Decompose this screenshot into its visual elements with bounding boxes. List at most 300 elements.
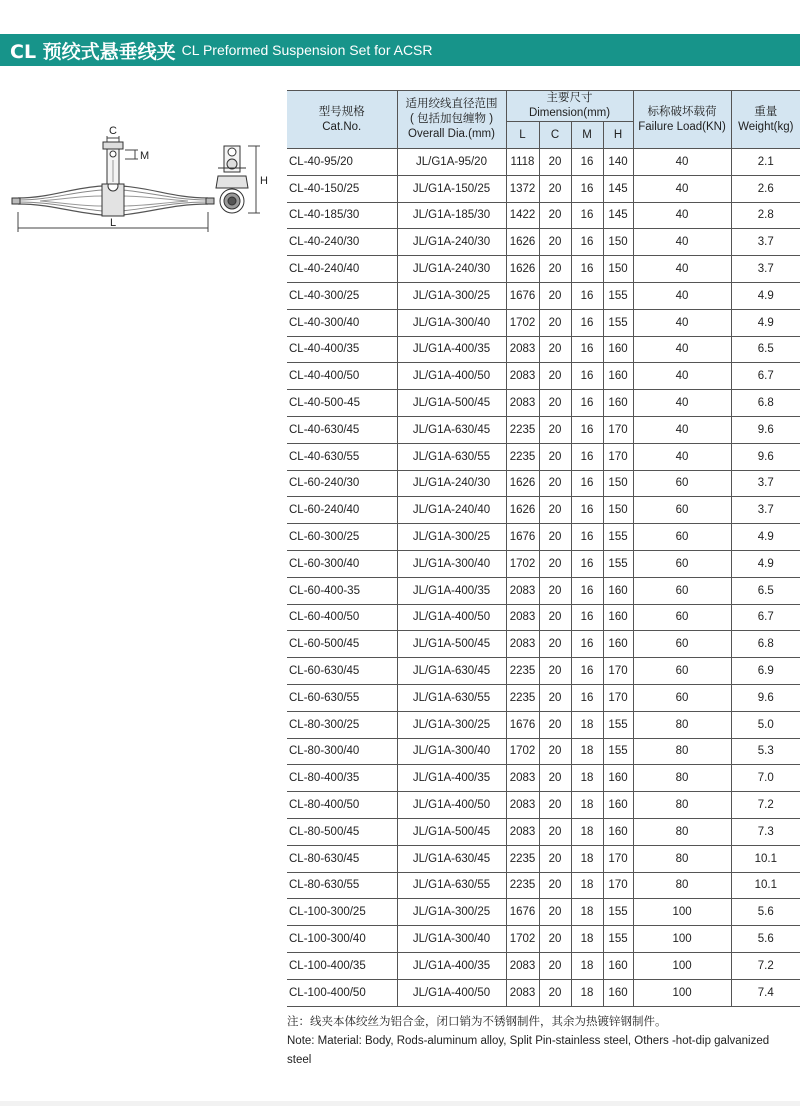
cell-overall-dia: JL/G1A-500/45 — [397, 818, 506, 845]
cell-weight: 6.9 — [731, 658, 800, 685]
spec-table-container — [287, 90, 800, 1007]
cell-dim-h: 155 — [603, 926, 633, 953]
cell-dim-h: 160 — [603, 765, 633, 792]
cell-dim-m: 16 — [571, 229, 603, 256]
table-row — [287, 872, 800, 899]
cell-dim-c: 20 — [539, 524, 571, 551]
cell-overall-dia: JL/G1A-240/40 — [397, 497, 506, 524]
cell-failure-load: 60 — [633, 577, 731, 604]
cell-dim-h: 155 — [603, 899, 633, 926]
cell-cat-no: CL-40-400/35 — [287, 336, 397, 363]
col-header-weight — [731, 91, 800, 149]
cell-dim-m: 18 — [571, 765, 603, 792]
cell-weight: 4.9 — [731, 550, 800, 577]
cell-overall-dia: JL/G1A-630/55 — [397, 443, 506, 470]
cell-dim-c: 20 — [539, 792, 571, 819]
cell-dim-m: 16 — [571, 577, 603, 604]
cell-overall-dia: JL/G1A-240/30 — [397, 256, 506, 283]
col-header-dim-cn: 主要尺寸 — [546, 92, 593, 104]
cell-overall-dia: JL/G1A-500/45 — [397, 631, 506, 658]
cell-failure-load: 40 — [633, 256, 731, 283]
cell-weight: 7.2 — [731, 792, 800, 819]
cell-dim-l: 2083 — [506, 765, 539, 792]
cell-dim-h: 170 — [603, 658, 633, 685]
cell-dim-l: 1422 — [506, 202, 539, 229]
cell-dim-m: 16 — [571, 497, 603, 524]
table-row — [287, 604, 800, 631]
cell-overall-dia: JL/G1A-400/50 — [397, 604, 506, 631]
footer-strip — [0, 1101, 800, 1106]
col-header-cat-cn: 型号规格 — [318, 105, 365, 118]
cell-dim-c: 20 — [539, 229, 571, 256]
cell-cat-no: CL-40-150/25 — [287, 175, 397, 202]
cell-dim-l: 2235 — [506, 845, 539, 872]
col-header-dia-cn1: 适用绞线直径范围 — [405, 98, 498, 110]
cell-cat-no: CL-80-300/25 — [287, 711, 397, 738]
cell-dim-h: 155 — [603, 524, 633, 551]
cell-overall-dia: JL/G1A-300/25 — [397, 899, 506, 926]
cell-weight: 3.7 — [731, 497, 800, 524]
cell-overall-dia: JL/G1A-630/45 — [397, 416, 506, 443]
spec-table-body — [287, 149, 800, 1007]
cell-dim-m: 16 — [571, 443, 603, 470]
table-row — [287, 550, 800, 577]
cell-failure-load: 60 — [633, 604, 731, 631]
cell-failure-load: 60 — [633, 684, 731, 711]
cell-overall-dia: JL/G1A-400/35 — [397, 577, 506, 604]
cell-overall-dia: JL/G1A-400/50 — [397, 979, 506, 1006]
note-en: Note: Material: Body, Rods-aluminum alloy, Split Pin-stainless steel, Others -hot-dip galvanized steel — [287, 1034, 770, 1066]
cell-weight: 6.5 — [731, 577, 800, 604]
col-header-load-cn: 标称破坏载荷 — [647, 105, 717, 118]
cell-dim-c: 20 — [539, 631, 571, 658]
cell-failure-load: 80 — [633, 738, 731, 765]
cell-dim-h: 160 — [603, 363, 633, 390]
cell-failure-load: 80 — [633, 818, 731, 845]
cell-cat-no: CL-60-300/25 — [287, 524, 397, 551]
cell-failure-load: 100 — [633, 979, 731, 1006]
cell-cat-no: CL-60-400/50 — [287, 604, 397, 631]
cell-failure-load: 40 — [633, 363, 731, 390]
table-row — [287, 524, 800, 551]
cell-dim-c: 20 — [539, 149, 571, 176]
table-row — [287, 497, 800, 524]
cell-failure-load: 40 — [633, 416, 731, 443]
table-row — [287, 336, 800, 363]
cell-dim-c: 20 — [539, 309, 571, 336]
cell-dim-h: 160 — [603, 604, 633, 631]
dim-label-m: M — [140, 150, 150, 162]
table-row — [287, 149, 800, 176]
page-title-en: CL Preformed Suspension Set for ACSR — [181, 42, 433, 58]
cell-failure-load: 80 — [633, 872, 731, 899]
cell-dim-l: 1702 — [506, 550, 539, 577]
cell-overall-dia: JL/G1A-300/40 — [397, 550, 506, 577]
cell-dim-c: 20 — [539, 282, 571, 309]
cell-dim-h: 170 — [603, 443, 633, 470]
spec-table — [287, 90, 800, 1007]
cell-dim-c: 20 — [539, 604, 571, 631]
cell-dim-m: 16 — [571, 282, 603, 309]
cell-weight: 10.1 — [731, 872, 800, 899]
cell-dim-c: 20 — [539, 952, 571, 979]
cell-dim-c: 20 — [539, 175, 571, 202]
col-header-cat-en: Cat.No. — [322, 120, 362, 133]
cell-dim-l: 1702 — [506, 926, 539, 953]
cell-cat-no: CL-60-500/45 — [287, 631, 397, 658]
table-row — [287, 818, 800, 845]
cell-weight: 5.0 — [731, 711, 800, 738]
cell-weight: 6.8 — [731, 390, 800, 417]
cell-dim-l: 1626 — [506, 229, 539, 256]
cell-failure-load: 40 — [633, 336, 731, 363]
cell-weight: 5.6 — [731, 899, 800, 926]
cell-dim-c: 20 — [539, 577, 571, 604]
cell-dim-h: 160 — [603, 818, 633, 845]
cell-dim-h: 155 — [603, 550, 633, 577]
cell-failure-load: 40 — [633, 175, 731, 202]
cell-dim-l: 2083 — [506, 631, 539, 658]
cell-dim-m: 18 — [571, 926, 603, 953]
cell-weight: 6.8 — [731, 631, 800, 658]
cell-dim-l: 1676 — [506, 524, 539, 551]
cell-dim-l: 1676 — [506, 711, 539, 738]
table-row — [287, 443, 800, 470]
cell-cat-no: CL-60-240/40 — [287, 497, 397, 524]
cell-failure-load: 80 — [633, 792, 731, 819]
cell-dim-h: 155 — [603, 711, 633, 738]
cell-weight: 4.9 — [731, 282, 800, 309]
cell-dim-h: 150 — [603, 229, 633, 256]
cell-dim-m: 18 — [571, 872, 603, 899]
cell-failure-load: 40 — [633, 229, 731, 256]
cell-overall-dia: JL/G1A-400/50 — [397, 792, 506, 819]
cell-dim-l: 1626 — [506, 256, 539, 283]
table-row — [287, 577, 800, 604]
table-row — [287, 792, 800, 819]
cell-cat-no: CL-60-400-35 — [287, 577, 397, 604]
table-row — [287, 470, 800, 497]
cell-dim-c: 20 — [539, 845, 571, 872]
cell-dim-h: 145 — [603, 202, 633, 229]
cell-cat-no: CL-40-95/20 — [287, 149, 397, 176]
cell-dim-h: 170 — [603, 872, 633, 899]
cell-dim-h: 170 — [603, 845, 633, 872]
cell-dim-m: 16 — [571, 336, 603, 363]
cell-cat-no: CL-40-630/55 — [287, 443, 397, 470]
table-row — [287, 684, 800, 711]
cell-dim-m: 16 — [571, 684, 603, 711]
cell-dim-l: 2235 — [506, 443, 539, 470]
cell-dim-l: 1372 — [506, 175, 539, 202]
cell-weight: 7.4 — [731, 979, 800, 1006]
cell-overall-dia: JL/G1A-300/25 — [397, 282, 506, 309]
cell-dim-c: 20 — [539, 872, 571, 899]
cell-dim-l: 1626 — [506, 497, 539, 524]
table-row — [287, 845, 800, 872]
cell-cat-no: CL-40-400/50 — [287, 363, 397, 390]
cell-dim-l: 2083 — [506, 577, 539, 604]
cell-dim-c: 20 — [539, 926, 571, 953]
cell-overall-dia: JL/G1A-300/25 — [397, 524, 506, 551]
cell-dim-c: 20 — [539, 550, 571, 577]
cell-overall-dia: JL/G1A-500/45 — [397, 390, 506, 417]
cell-dim-c: 20 — [539, 363, 571, 390]
table-row — [287, 738, 800, 765]
cell-cat-no: CL-40-630/45 — [287, 416, 397, 443]
header-banner — [0, 0, 800, 66]
cell-weight: 7.0 — [731, 765, 800, 792]
cell-weight: 6.7 — [731, 604, 800, 631]
cell-weight: 7.3 — [731, 818, 800, 845]
cell-dim-m: 16 — [571, 309, 603, 336]
cell-dim-c: 20 — [539, 416, 571, 443]
cell-dim-m: 18 — [571, 952, 603, 979]
dim-label-l: L — [109, 217, 117, 229]
col-header-dim-c: C — [539, 122, 571, 149]
cell-dim-m: 16 — [571, 416, 603, 443]
cell-weight: 6.7 — [731, 363, 800, 390]
cell-failure-load: 60 — [633, 524, 731, 551]
cell-overall-dia: JL/G1A-630/45 — [397, 845, 506, 872]
cell-cat-no: CL-100-400/35 — [287, 952, 397, 979]
cell-dim-h: 155 — [603, 309, 633, 336]
cell-dim-h: 160 — [603, 631, 633, 658]
cell-dim-l: 2083 — [506, 792, 539, 819]
dim-label-h: H — [260, 175, 268, 187]
cell-dim-c: 20 — [539, 684, 571, 711]
cell-dim-m: 18 — [571, 792, 603, 819]
cell-weight: 5.6 — [731, 926, 800, 953]
cell-dim-m: 16 — [571, 550, 603, 577]
col-header-dim-h: H — [603, 122, 633, 149]
cell-dim-c: 20 — [539, 256, 571, 283]
cell-dim-h: 140 — [603, 149, 633, 176]
table-row — [287, 363, 800, 390]
cell-failure-load: 80 — [633, 711, 731, 738]
cell-cat-no: CL-40-240/40 — [287, 256, 397, 283]
cell-cat-no: CL-60-240/30 — [287, 470, 397, 497]
cell-overall-dia: JL/G1A-95/20 — [397, 149, 506, 176]
cell-weight: 4.9 — [731, 524, 800, 551]
cell-dim-h: 160 — [603, 792, 633, 819]
cell-dim-c: 20 — [539, 443, 571, 470]
cell-failure-load: 40 — [633, 443, 731, 470]
cell-dim-l: 2083 — [506, 818, 539, 845]
cell-cat-no: CL-100-300/40 — [287, 926, 397, 953]
cell-failure-load: 100 — [633, 952, 731, 979]
cell-failure-load: 40 — [633, 309, 731, 336]
cell-dim-l: 1702 — [506, 309, 539, 336]
col-header-dim-m: M — [571, 122, 603, 149]
col-header-dia-en: Overall Dia.(mm) — [408, 128, 495, 140]
cell-dim-c: 20 — [539, 818, 571, 845]
cell-dim-l: 1676 — [506, 282, 539, 309]
cell-cat-no: CL-80-630/45 — [287, 845, 397, 872]
cell-weight: 3.7 — [731, 256, 800, 283]
cell-dim-h: 155 — [603, 282, 633, 309]
col-header-dim-l: L — [506, 122, 539, 149]
cell-dim-c: 20 — [539, 711, 571, 738]
cell-dim-l: 2083 — [506, 979, 539, 1006]
cell-dim-h: 150 — [603, 497, 633, 524]
cell-dim-l: 2235 — [506, 684, 539, 711]
cell-overall-dia: JL/G1A-400/35 — [397, 952, 506, 979]
note-cn: 注：线夹本体绞丝为铝合金，闭口销为不锈钢制件，其余为热镀锌钢制件。 — [287, 1014, 667, 1028]
side-view — [216, 146, 260, 213]
cell-dim-c: 20 — [539, 336, 571, 363]
cell-dim-m: 16 — [571, 524, 603, 551]
cell-dim-m: 16 — [571, 175, 603, 202]
cell-failure-load: 40 — [633, 149, 731, 176]
cell-dim-c: 20 — [539, 658, 571, 685]
cell-overall-dia: JL/G1A-300/40 — [397, 309, 506, 336]
cell-dim-c: 20 — [539, 390, 571, 417]
cell-cat-no: CL-40-300/25 — [287, 282, 397, 309]
cell-cat-no: CL-100-300/25 — [287, 899, 397, 926]
cell-failure-load: 60 — [633, 470, 731, 497]
cell-failure-load: 60 — [633, 658, 731, 685]
table-row — [287, 256, 800, 283]
cell-dim-l: 2083 — [506, 336, 539, 363]
cell-cat-no: CL-80-630/55 — [287, 872, 397, 899]
cell-weight: 2.1 — [731, 149, 800, 176]
cell-weight: 9.6 — [731, 684, 800, 711]
table-row — [287, 979, 800, 1006]
table-row — [287, 711, 800, 738]
cell-cat-no: CL-40-185/30 — [287, 202, 397, 229]
col-header-dia — [397, 91, 506, 149]
cell-dim-m: 16 — [571, 604, 603, 631]
cell-dim-h: 160 — [603, 577, 633, 604]
cell-cat-no: CL-40-300/40 — [287, 309, 397, 336]
cell-dim-h: 160 — [603, 952, 633, 979]
cell-failure-load: 40 — [633, 202, 731, 229]
dim-label-c: C — [109, 126, 117, 137]
cell-cat-no: CL-80-400/50 — [287, 792, 397, 819]
cell-dim-m: 16 — [571, 149, 603, 176]
cell-dim-l: 2235 — [506, 658, 539, 685]
cell-dim-h: 170 — [603, 416, 633, 443]
table-row — [287, 282, 800, 309]
cell-overall-dia: JL/G1A-300/25 — [397, 711, 506, 738]
table-row — [287, 765, 800, 792]
table-row — [287, 229, 800, 256]
cell-cat-no: CL-80-400/35 — [287, 765, 397, 792]
cell-dim-h: 160 — [603, 336, 633, 363]
cell-dim-l: 1118 — [506, 149, 539, 176]
cell-dim-h: 155 — [603, 738, 633, 765]
cell-dim-m: 18 — [571, 845, 603, 872]
cell-dim-l: 1702 — [506, 738, 539, 765]
cell-cat-no: CL-40-240/30 — [287, 229, 397, 256]
cell-weight: 2.6 — [731, 175, 800, 202]
cell-failure-load: 60 — [633, 497, 731, 524]
cell-dim-c: 20 — [539, 497, 571, 524]
cell-dim-m: 16 — [571, 390, 603, 417]
col-header-dim — [506, 91, 633, 122]
cell-failure-load: 80 — [633, 845, 731, 872]
cell-dim-c: 20 — [539, 979, 571, 1006]
cell-dim-m: 16 — [571, 470, 603, 497]
cell-dim-h: 160 — [603, 390, 633, 417]
cell-dim-l: 2083 — [506, 604, 539, 631]
cell-cat-no: CL-40-500-45 — [287, 390, 397, 417]
cell-dim-m: 16 — [571, 202, 603, 229]
cell-cat-no: CL-60-300/40 — [287, 550, 397, 577]
col-header-load — [633, 91, 731, 149]
cell-overall-dia: JL/G1A-400/35 — [397, 336, 506, 363]
cell-weight: 9.6 — [731, 416, 800, 443]
title-bar — [0, 34, 800, 66]
suspension-clamp-drawing — [10, 126, 272, 236]
table-row — [287, 175, 800, 202]
cell-cat-no: CL-80-500/45 — [287, 818, 397, 845]
table-row — [287, 631, 800, 658]
cell-dim-c: 20 — [539, 765, 571, 792]
col-header-cat — [287, 91, 397, 149]
cell-overall-dia: JL/G1A-240/30 — [397, 470, 506, 497]
cell-overall-dia: JL/G1A-300/40 — [397, 926, 506, 953]
cell-dim-l: 1676 — [506, 899, 539, 926]
cell-failure-load: 40 — [633, 390, 731, 417]
cell-dim-m: 16 — [571, 256, 603, 283]
table-row — [287, 952, 800, 979]
cell-dim-m: 16 — [571, 363, 603, 390]
cell-dim-m: 18 — [571, 979, 603, 1006]
table-row — [287, 899, 800, 926]
cell-dim-h: 145 — [603, 175, 633, 202]
table-row — [287, 202, 800, 229]
cell-dim-l: 1626 — [506, 470, 539, 497]
cell-dim-m: 16 — [571, 631, 603, 658]
table-row — [287, 309, 800, 336]
notes — [287, 1012, 792, 1071]
cell-dim-l: 2083 — [506, 952, 539, 979]
cell-overall-dia: JL/G1A-400/35 — [397, 765, 506, 792]
cell-dim-h: 150 — [603, 470, 633, 497]
cell-weight: 2.8 — [731, 202, 800, 229]
cell-overall-dia: JL/G1A-240/30 — [397, 229, 506, 256]
cell-failure-load: 60 — [633, 550, 731, 577]
cell-dim-m: 16 — [571, 658, 603, 685]
cell-dim-l: 2083 — [506, 363, 539, 390]
cell-failure-load: 40 — [633, 282, 731, 309]
col-header-dim-en: Dimension(mm) — [528, 107, 611, 119]
cell-overall-dia: JL/G1A-150/25 — [397, 175, 506, 202]
cell-cat-no: CL-100-400/50 — [287, 979, 397, 1006]
table-row — [287, 416, 800, 443]
cell-dim-h: 150 — [603, 256, 633, 283]
cell-dim-h: 170 — [603, 684, 633, 711]
cell-weight: 7.2 — [731, 952, 800, 979]
cell-weight: 3.7 — [731, 470, 800, 497]
table-row — [287, 390, 800, 417]
cell-overall-dia: JL/G1A-300/40 — [397, 738, 506, 765]
cell-weight: 4.9 — [731, 309, 800, 336]
cell-cat-no: CL-60-630/45 — [287, 658, 397, 685]
cell-dim-c: 20 — [539, 899, 571, 926]
cell-dim-l: 2083 — [506, 390, 539, 417]
cell-dim-l: 2235 — [506, 872, 539, 899]
cell-dim-c: 20 — [539, 202, 571, 229]
col-header-load-en: Failure Load(KN) — [638, 120, 726, 133]
cell-cat-no: CL-60-630/55 — [287, 684, 397, 711]
cell-failure-load: 100 — [633, 899, 731, 926]
col-header-dia-cn2: ( 包括加包缠物 ) — [409, 113, 494, 125]
cell-overall-dia: JL/G1A-185/30 — [397, 202, 506, 229]
cell-overall-dia: JL/G1A-630/45 — [397, 658, 506, 685]
